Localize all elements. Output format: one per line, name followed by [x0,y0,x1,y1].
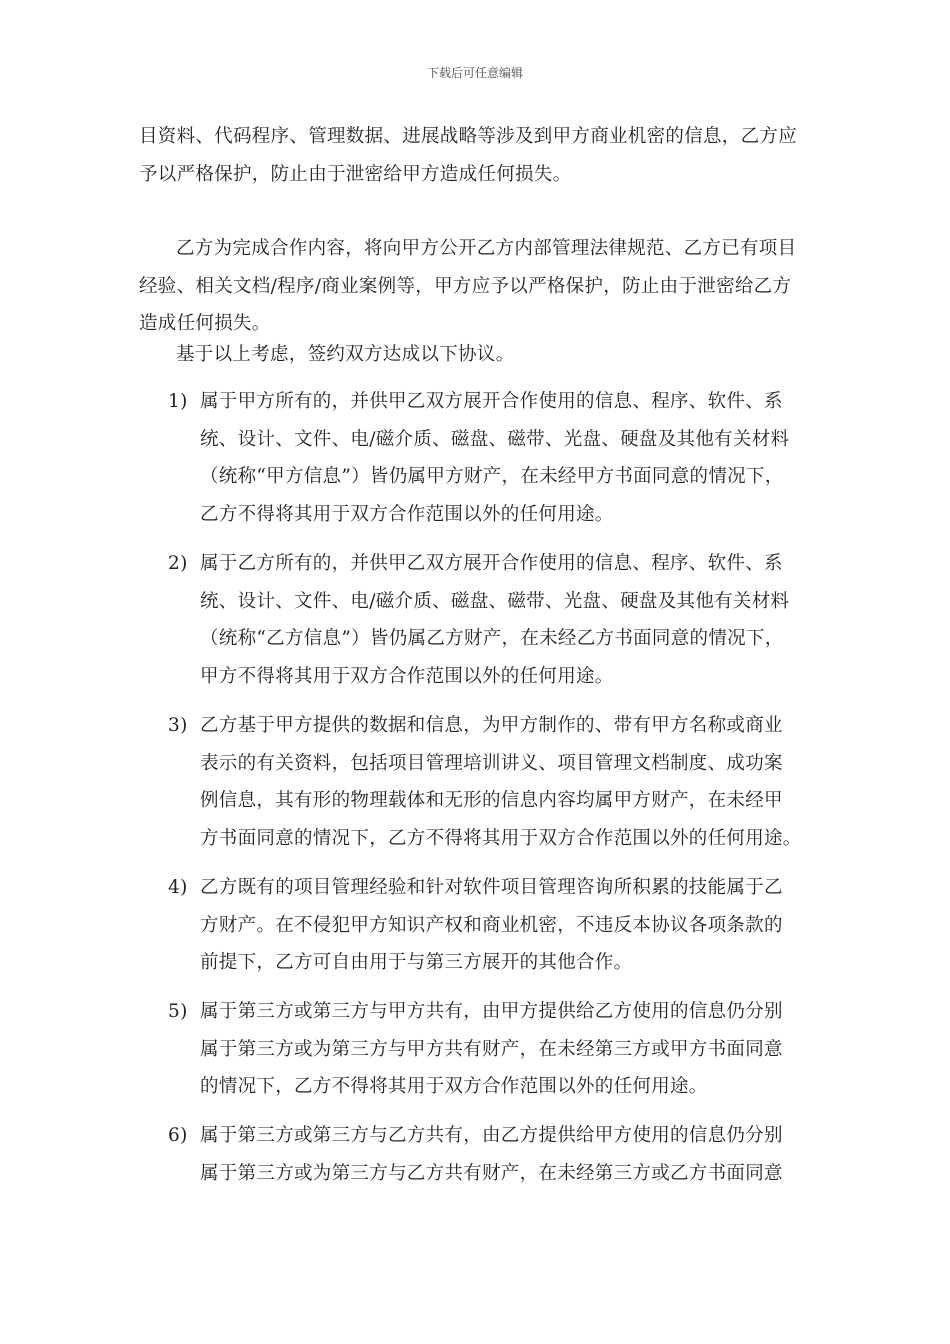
paragraph-1 [139,118,819,193]
clause-number: 4) [168,877,188,898]
clause-body [200,993,830,1106]
clause-line: 统、设计、文件、电/磁介质、磁盘、磁带、光盘、硬盘及其他有关材料 [200,590,790,612]
clause-line: 甲方不得将其用于双方合作范围以外的任何用途。 [200,665,614,687]
clause-number: 1) [168,391,188,412]
clause-body [200,1117,830,1192]
clause-number: 6) [168,1125,188,1146]
clause-body [200,707,830,857]
clause-line: 乙方不得将其用于双方合作范围以外的任何用途。 [200,503,614,525]
clause-line: 例信息，其有形的物理载体和无形的信息内容均属甲方财产，在未经甲 [200,790,783,811]
paragraph-line: 经验、相关文档/程序/商业案例等，甲方应予以严格保护，防止由于泄密给乙方 [139,275,792,297]
paragraph-3 [139,336,819,374]
clause-line: 属于第三方或第三方与乙方共有，由乙方提供给甲方使用的信息仍分别 [200,1125,783,1146]
clause-line: 属于乙方所有的，并供甲乙双方展开合作使用的信息、程序、软件、系 [200,553,783,574]
paragraph-line: 基于以上考虑，签约双方达成以下协议。 [176,344,515,365]
paragraph-line: 予以严格保护，防止由于泄密给甲方造成任何损失。 [139,163,572,185]
paragraph-line: 乙方为完成合作内容，将向甲方公开乙方内部管理法律规范、乙方已有项目 [176,238,797,259]
paragraph-line: 造成任何损失。 [139,313,271,334]
clause-line: 属于甲方所有的，并供甲乙双方展开合作使用的信息、程序、软件、系 [200,391,783,412]
clause-line: 方书面同意的情况下，乙方不得将其用于双方合作范围以外的任何用途。 [200,827,802,849]
clause-body [200,869,830,982]
paragraph-line: 目资料、代码程序、管理数据、进展战略等涉及到甲方商业机密的信息，乙方应 [139,126,798,147]
clause-number: 5) [168,1001,188,1022]
clause-line: 统、设计、文件、电/磁介质、磁盘、磁带、光盘、硬盘及其他有关材料 [200,428,790,450]
clause-line: 表示的有关资料，包括项目管理培训讲义、项目管理文档制度、成功案 [200,752,783,774]
clause-line: 方财产。在不侵犯甲方知识产权和商业机密，不违反本协议各项条款的 [200,914,783,936]
clause-line: 乙方既有的项目管理经验和针对软件项目管理咨询所积累的技能属于乙 [200,877,783,898]
clause-line: 前提下，乙方可自由用于与第三方展开的其他合作。 [200,952,633,973]
clause-line: 属于第三方或为第三方与甲方共有财产，在未经第三方或甲方书面同意 [200,1038,783,1060]
clause-number: 3) [168,715,188,736]
clause-line: 的情况下，乙方不得将其用于双方合作范围以外的任何用途。 [200,1076,708,1097]
clause-line: 属于第三方或为第三方与乙方共有财产，在未经第三方或乙方书面同意 [200,1162,783,1184]
clause-line: 乙方基于甲方提供的数据和信息，为甲方制作的、带有甲方名称或商业 [200,715,783,736]
clause-line: （统称“甲方信息”）皆仍属甲方财产，在未经甲方书面同意的情况下， [200,466,784,487]
clause-line: （统称“乙方信息”）皆仍属乙方财产，在未经乙方书面同意的情况下， [200,628,784,649]
clause-line: 属于第三方或第三方与甲方共有，由甲方提供给乙方使用的信息仍分别 [200,1001,783,1022]
clause-body [200,545,830,695]
page-header: 下载后可任意编辑 [426,66,523,80]
clause-body [200,383,830,533]
clause-number: 2) [168,553,188,574]
paragraph-2 [139,230,819,343]
